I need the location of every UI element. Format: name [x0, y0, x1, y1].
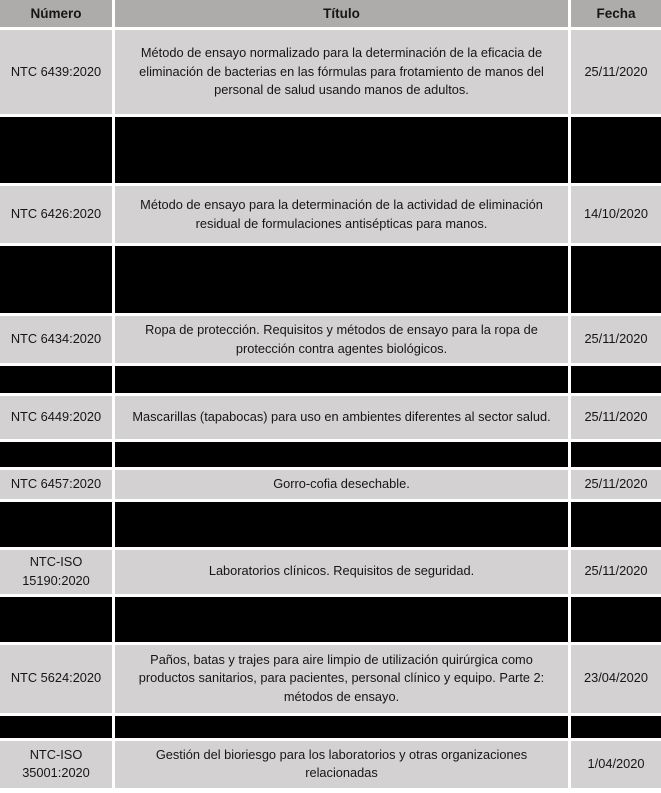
- redacted-titulo-cell: [115, 716, 568, 738]
- fecha-cell: [571, 396, 661, 439]
- titulo-text: Paños, batas y trajes para aire limpio de utilización quirúrgica como productos sanitarios, para pacientes, personal clínico y equipo. Parte 2: métodos de ensayo.: [138, 651, 545, 704]
- fecha-text: 1/04/2020: [587, 755, 645, 771]
- numero-text: NTC-ISO 15190:2020: [22, 554, 90, 588]
- redacted-numero-cell: [0, 246, 112, 313]
- titulo-cell: [115, 470, 568, 499]
- numero-text: NTC 6439:2020: [10, 63, 102, 79]
- titulo-text: Mascarillas (tapabocas) para uso en ambientes diferentes al sector salud.: [132, 409, 551, 425]
- numero-cell: [0, 470, 112, 499]
- titulo-cell: [115, 741, 568, 788]
- numero-text: NTC 6434:2020: [10, 331, 102, 347]
- numero-cell: [0, 550, 112, 594]
- redacted-titulo-cell: [115, 502, 568, 547]
- redacted-numero-cell: [0, 442, 112, 467]
- column-header-fecha: Fecha: [571, 0, 661, 27]
- fecha-text: 25/11/2020: [584, 476, 648, 492]
- column-header-titulo: Título: [115, 0, 568, 27]
- redacted-row: [0, 117, 661, 183]
- redacted-row: [0, 246, 661, 313]
- numero-text: NTC 6449:2020: [10, 409, 102, 425]
- numero-text: NTC 6426:2020: [10, 206, 102, 222]
- column-header-numero: Número: [0, 0, 112, 27]
- titulo-cell: [115, 30, 568, 114]
- titulo-cell: [115, 550, 568, 594]
- titulo-text: Gestión del bioriesgo para los laboratorios y otras organizaciones relacionadas: [155, 746, 528, 781]
- fecha-text: 25/11/2020: [584, 563, 648, 579]
- table-row: [0, 645, 661, 713]
- redacted-row: [0, 442, 661, 467]
- fecha-cell: [571, 186, 661, 243]
- table-header-row: [0, 0, 661, 27]
- redacted-row: [0, 716, 661, 738]
- fecha-cell: [571, 550, 661, 594]
- fecha-text: 25/11/2020: [584, 63, 648, 79]
- redacted-titulo-cell: [115, 597, 568, 642]
- titulo-text: Laboratorios clínicos. Requisitos de seguridad.: [208, 563, 475, 579]
- table-row: [0, 30, 661, 114]
- titulo-cell: [115, 645, 568, 713]
- numero-cell: [0, 396, 112, 439]
- table-row: [0, 741, 661, 788]
- table-row: [0, 316, 661, 363]
- numero-text: NTC-ISO 35001:2020: [22, 746, 90, 781]
- table-row: [0, 186, 661, 243]
- titulo-cell: [115, 186, 568, 243]
- redacted-numero-cell: [0, 117, 112, 183]
- redacted-fecha-cell: [571, 246, 661, 313]
- fecha-text: 14/10/2020: [583, 206, 649, 222]
- titulo-cell: [115, 316, 568, 363]
- redacted-numero-cell: [0, 716, 112, 738]
- table-row: [0, 470, 661, 499]
- redacted-numero-cell: [0, 502, 112, 547]
- redacted-row: [0, 597, 661, 642]
- numero-cell: [0, 741, 112, 788]
- fecha-cell: [571, 316, 661, 363]
- table-row: [0, 396, 661, 439]
- redacted-fecha-cell: [571, 502, 661, 547]
- fecha-cell: [571, 470, 661, 499]
- titulo-cell: [115, 396, 568, 439]
- redacted-fecha-cell: [571, 117, 661, 183]
- redacted-fecha-cell: [571, 597, 661, 642]
- numero-text: NTC 6457:2020: [10, 476, 102, 492]
- numero-cell: [0, 645, 112, 713]
- fecha-text: 25/11/2020: [584, 409, 648, 425]
- numero-cell: [0, 316, 112, 363]
- fecha-text: 23/04/2020: [583, 670, 649, 686]
- numero-cell: [0, 186, 112, 243]
- titulo-text: Método de ensayo normalizado para la determinación de la eficacia de eliminación de bacterias en las fórmulas para frotamiento de manos del personal de salud usando manos de adultos.: [139, 45, 544, 98]
- redacted-titulo-cell: [115, 366, 568, 393]
- titulo-text: Ropa de protección. Requisitos y métodos de ensayo para la ropa de protección contra agentes biológicos.: [145, 322, 538, 356]
- redacted-titulo-cell: [115, 246, 568, 313]
- redacted-fecha-cell: [571, 716, 661, 738]
- redacted-numero-cell: [0, 597, 112, 642]
- fecha-cell: [571, 741, 661, 788]
- redacted-titulo-cell: [115, 442, 568, 467]
- redacted-row: [0, 366, 661, 393]
- fecha-cell: [571, 30, 661, 114]
- titulo-text: Gorro-cofia desechable.: [273, 476, 410, 492]
- redacted-row: [0, 502, 661, 547]
- numero-text: NTC 5624:2020: [10, 670, 102, 686]
- redacted-titulo-cell: [115, 117, 568, 183]
- redacted-fecha-cell: [571, 366, 661, 393]
- titulo-text: Método de ensayo para la determinación de la actividad de eliminación residual de formulaciones antisépticas para manos.: [140, 196, 543, 231]
- table-row: [0, 550, 661, 594]
- redacted-fecha-cell: [571, 442, 661, 467]
- fecha-text: 25/11/2020: [584, 331, 648, 347]
- redacted-numero-cell: [0, 366, 112, 393]
- fecha-cell: [571, 645, 661, 713]
- numero-cell: [0, 30, 112, 114]
